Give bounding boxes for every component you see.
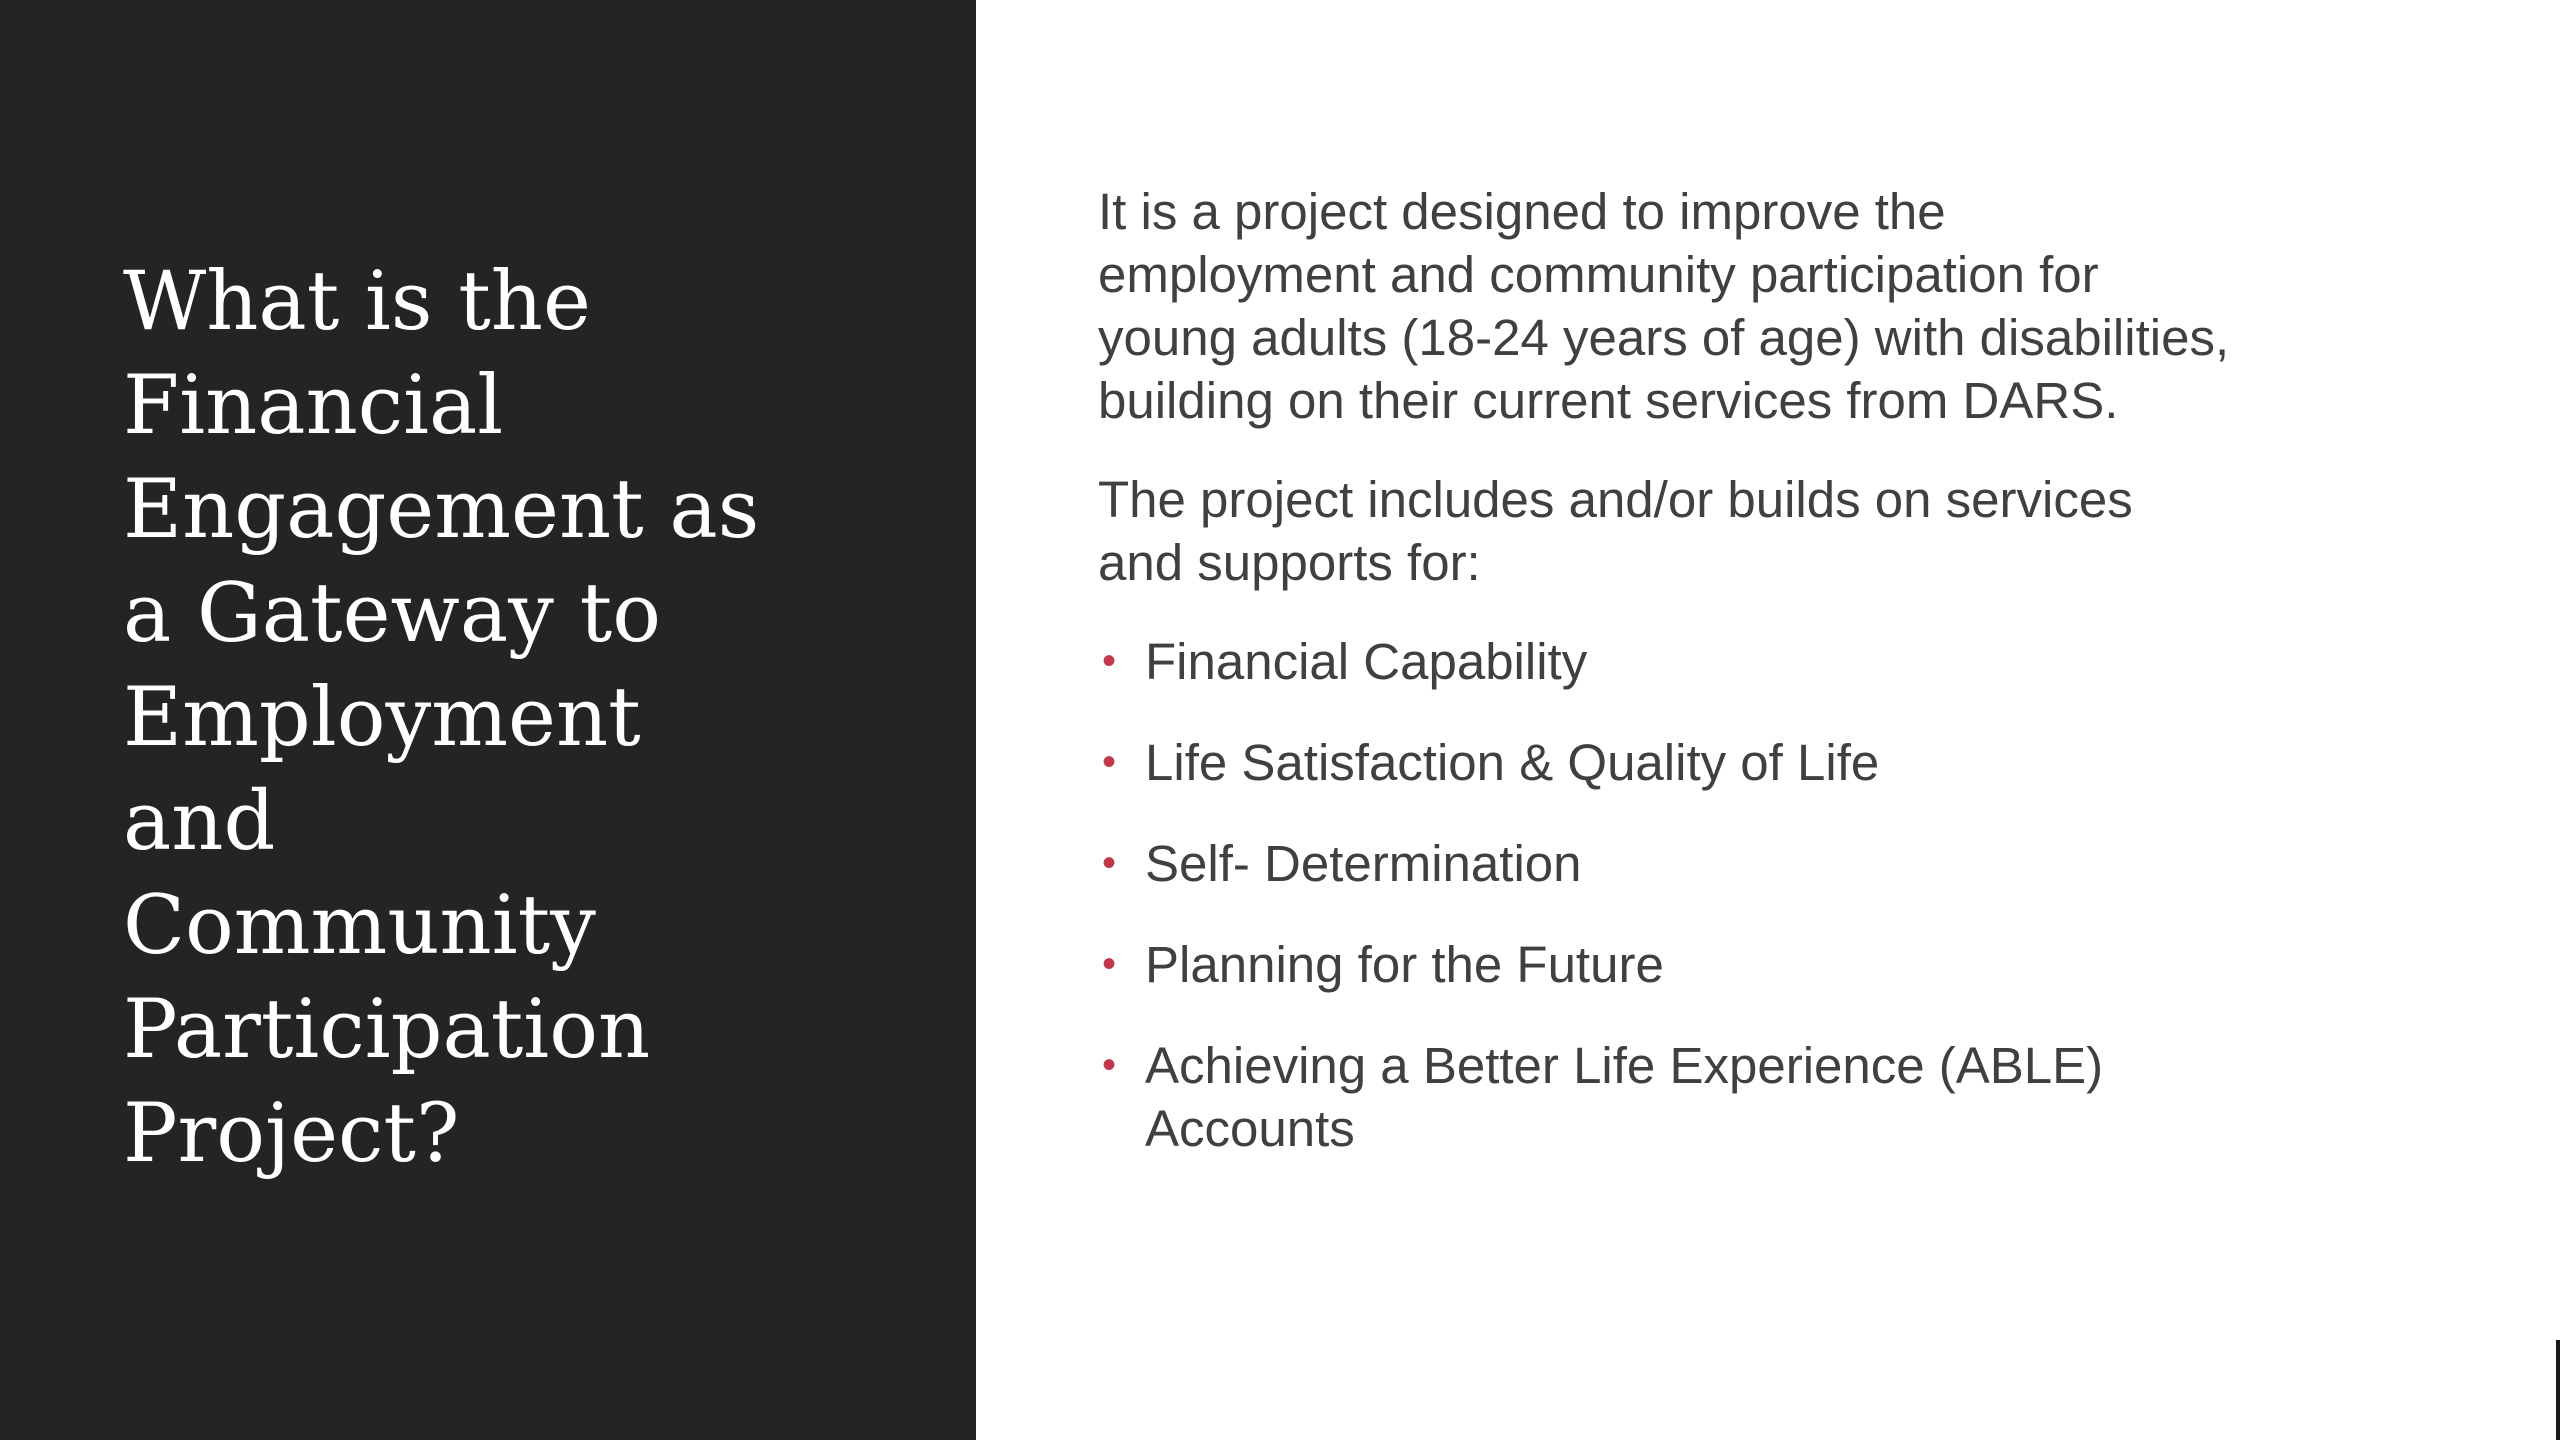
supports-paragraph: [1098, 468, 2478, 594]
title-line: Engagement as: [123, 463, 760, 557]
title-line: and: [123, 775, 276, 869]
title-line: Community: [123, 879, 596, 973]
paragraph-line: The project includes and/or builds on services: [1098, 471, 2133, 528]
bullet-icon: •: [1102, 740, 1117, 784]
title-line: Project?: [123, 1087, 460, 1181]
slide-title: [123, 250, 943, 1186]
bullet-text: Achieving a Better Life Experience (ABLE): [1145, 1037, 2104, 1094]
bullet-text: Life Satisfaction & Quality of Life: [1145, 734, 1880, 791]
title-line: a Gateway to: [123, 567, 661, 661]
paragraph-line: young adults (18-24 years of age) with disabilities,: [1098, 309, 2230, 366]
bullet-item: [1098, 832, 2478, 895]
bullet-icon: •: [1102, 841, 1117, 885]
paragraph-line: It is a project designed to improve the: [1098, 183, 1946, 240]
bullet-text: Accounts: [1145, 1100, 1355, 1157]
title-line: Participation: [123, 983, 651, 1077]
bullet-item: [1098, 1034, 2478, 1160]
bullet-item: [1098, 630, 2478, 693]
title-panel: [0, 0, 976, 1440]
bullet-text: Financial Capability: [1145, 633, 1588, 690]
title-line: Employment: [123, 671, 641, 765]
bullet-icon: •: [1102, 1043, 1117, 1087]
slide-edge-divider: [2556, 1340, 2560, 1440]
bullet-item: [1098, 933, 2478, 996]
paragraph-line: employment and community participation for: [1098, 246, 2099, 303]
bullet-item: [1098, 731, 2478, 794]
bullet-icon: •: [1102, 942, 1117, 986]
intro-paragraph: [1098, 180, 2478, 432]
bullet-text: Self- Determination: [1145, 835, 1582, 892]
title-line: Financial: [123, 359, 504, 453]
slide-body: [1098, 180, 2478, 1198]
paragraph-line: and supports for:: [1098, 534, 1481, 591]
paragraph-line: building on their current services from DARS.: [1098, 372, 2119, 429]
title-line: What is the: [123, 255, 591, 349]
bullet-list: [1098, 630, 2478, 1160]
bullet-text: Planning for the Future: [1145, 936, 1664, 993]
bullet-icon: •: [1102, 639, 1117, 683]
